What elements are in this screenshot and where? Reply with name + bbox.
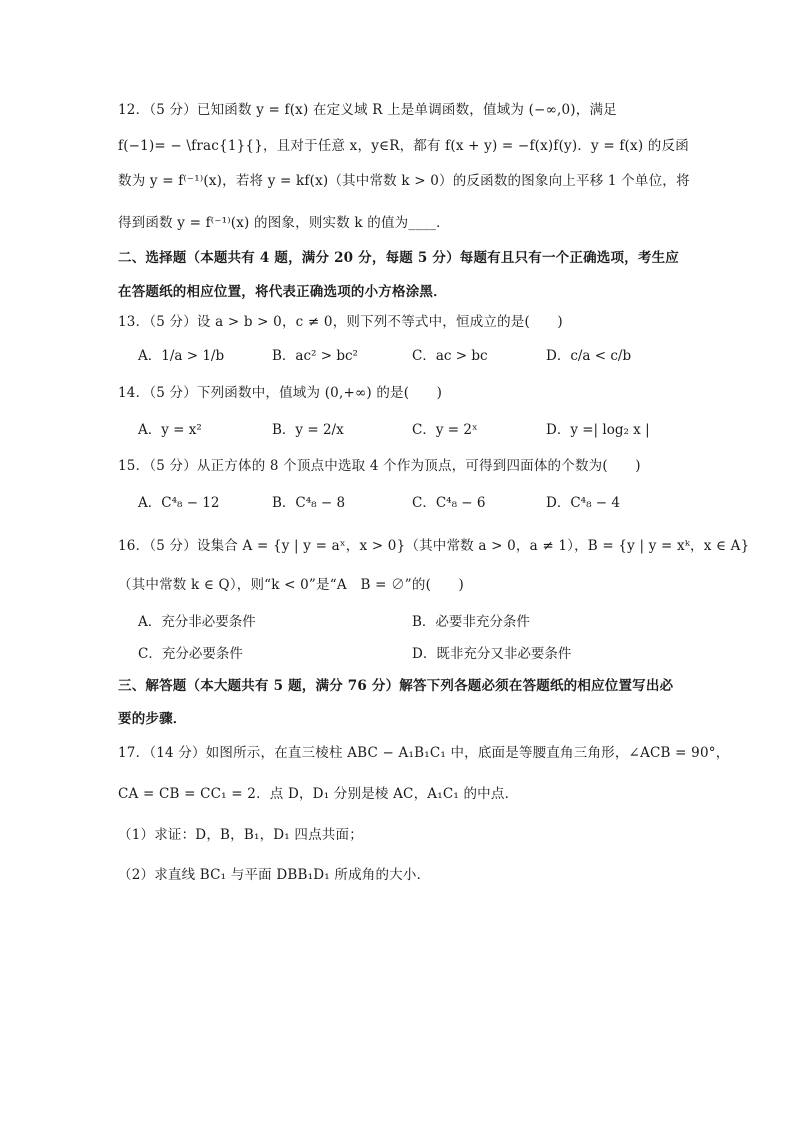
q15-stem: 15．（5 分）从正方体的 8 个顶点中选取 4 个作为顶点，可得到四面体的个数为( ) bbox=[118, 458, 641, 474]
q14-option-b: B．y = 2/x bbox=[272, 422, 344, 438]
q15-option-b: B．C⁴₈ − 8 bbox=[272, 495, 346, 511]
section2-heading-line-2: 在答题纸的相应位置，将代表正确选项的小方格涂黑． bbox=[118, 284, 447, 300]
q16-option-d: D．既非充分又非必要条件 bbox=[412, 646, 572, 662]
section3-heading-line-2: 要的步骤． bbox=[118, 711, 187, 727]
q15-option-a: A．C⁴₈ − 12 bbox=[138, 495, 220, 511]
q17-line-1: 17．（14 分）如图所示，在直三棱柱 ABC − A₁B₁C₁ 中，底面是等腰直角三角形，∠ACB = 90°， bbox=[118, 745, 730, 761]
q14-option-a: A．y = x² bbox=[138, 422, 202, 438]
q16-line-1: 16．（5 分）设集合 A = {y | y = aˣ，x > 0}（其中常数 a > 0，a ≠ 1），B = {y | y = xᵏ，x ∈ A} bbox=[118, 538, 750, 554]
q16-option-b: B．必要非充分条件 bbox=[412, 614, 530, 630]
q17-part-1: （1）求证：D，B，B₁，D₁ 四点共面； bbox=[118, 827, 363, 843]
q12-line-1: 12．（5 分）已知函数 y = f(x) 在定义域 R 上是单调函数，值域为 (−∞,0)，满足 bbox=[118, 102, 617, 118]
q13-option-b: B．ac² > bc² bbox=[272, 348, 358, 364]
q14-stem: 14．（5 分）下列函数中，值域为 (0,+∞) 的是( ) bbox=[118, 385, 443, 401]
q16-option-c: C．充分必要条件 bbox=[138, 646, 243, 662]
q12-line-4: 得到函数 y = f⁽⁻¹⁾(x) 的图象，则实数 k 的值为____． bbox=[118, 215, 450, 231]
q13-option-a: A．1/a > 1/b bbox=[138, 348, 225, 364]
section3-heading-line-1: 三、解答题（本大题共有 5 题，满分 76 分）解答下列各题必须在答题纸的相应位置写出必 bbox=[118, 678, 674, 694]
q13-option-d: D．c/a < c/b bbox=[546, 348, 632, 364]
q15-option-c: C．C⁴₈ − 6 bbox=[412, 495, 486, 511]
q13-option-c: C．ac > bc bbox=[412, 348, 488, 364]
q13-stem: 13．（5 分）设 a > b > 0，c ≠ 0，则下列不等式中，恒成立的是( ) bbox=[118, 314, 563, 330]
q17-line-2: CA = CB = CC₁ = 2．点 D，D₁ 分别是棱 AC，A₁C₁ 的中点． bbox=[118, 786, 519, 802]
q12-line-3: 数为 y = f⁽⁻¹⁾(x)，若将 y = kf(x)（其中常数 k > 0）的反函数的图象向上平移 1 个单位，将 bbox=[118, 173, 690, 189]
q12-line-2: f(−1)= − \frac{1}{}，且对于任意 x，y∈R，都有 f(x + y) = −f(x)f(y)．y = f(x) 的反函 bbox=[118, 138, 689, 154]
q14-option-d: D．y =| log₂ x | bbox=[546, 422, 650, 438]
q14-option-c: C．y = 2ˣ bbox=[412, 422, 478, 438]
q16-line-2: （其中常数 k ∈ Q），则“k < 0”是“A B = ∅”的( ) bbox=[118, 577, 464, 593]
q17-part-2: （2）求直线 BC₁ 与平面 DBB₁D₁ 所成角的大小． bbox=[118, 867, 431, 883]
section2-heading-line-1: 二、选择题（本题共有 4 题，满分 20 分，每题 5 分）每题有且只有一个正确选项，考生应 bbox=[118, 250, 679, 266]
q16-option-a: A．充分非必要条件 bbox=[138, 614, 256, 630]
q15-option-d: D．C⁴₈ − 4 bbox=[546, 495, 620, 511]
